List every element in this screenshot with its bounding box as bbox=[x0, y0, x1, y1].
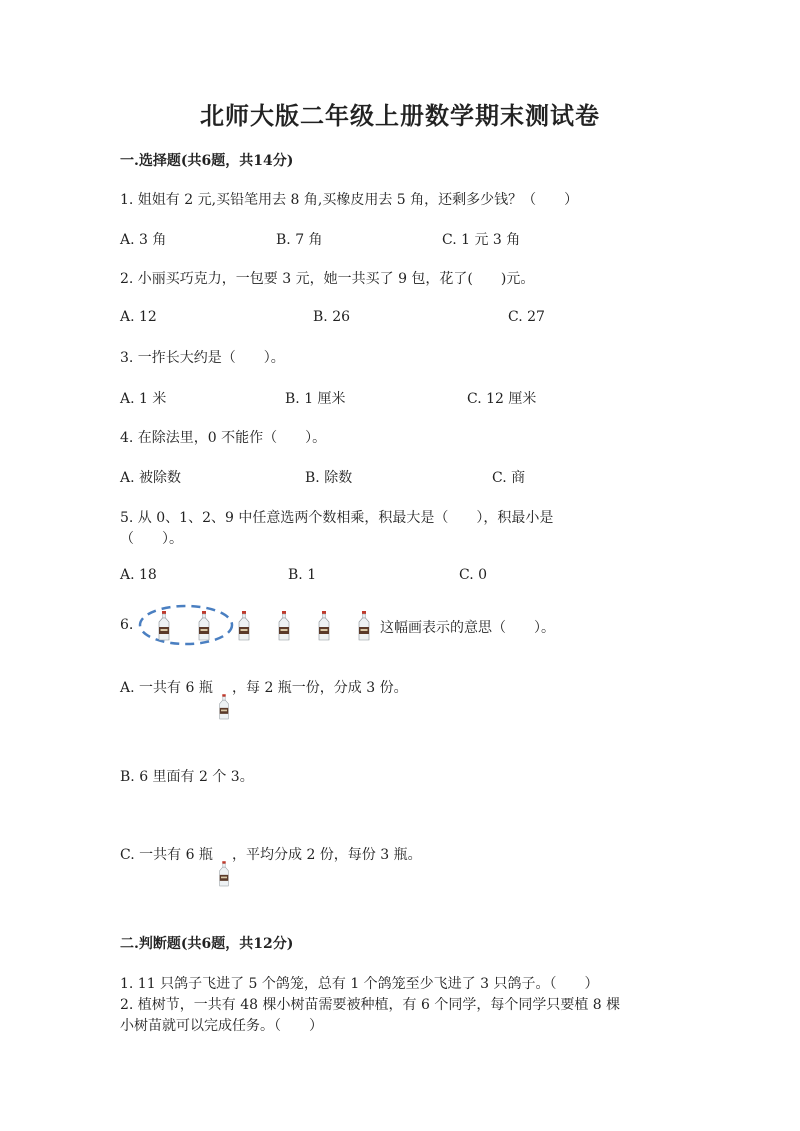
q1-option-b: B. 7 角 bbox=[276, 232, 323, 248]
q2-option-b: B. 26 bbox=[313, 309, 351, 325]
bottle-icon bbox=[157, 611, 171, 641]
bottle-icon bbox=[317, 611, 331, 641]
q6-option-a-post: ，每 2 瓶一份，分成 3 份。 bbox=[232, 680, 408, 696]
q5-stem-line2: （ ）。 bbox=[120, 531, 183, 547]
section1-heading: 一.选择题(共6题，共14分) bbox=[120, 153, 294, 169]
q2-option-a: A. 12 bbox=[120, 309, 157, 325]
q6-stem: 这幅画表示的意思（ ）。 bbox=[380, 620, 555, 636]
q3-option-c: C. 12 厘米 bbox=[467, 391, 537, 407]
q4-option-c: C. 商 bbox=[492, 470, 526, 486]
q5-stem-line1: 5. 从 0、1、2、9 中任意选两个数相乘，积最大是（ ），积最小是 bbox=[120, 510, 554, 526]
q4-option-a: A. 被除数 bbox=[120, 470, 182, 486]
bottle-icon bbox=[218, 693, 230, 721]
q3-stem: 3. 一拃长大约是（ ）。 bbox=[120, 350, 285, 366]
q4-option-b: B. 除数 bbox=[305, 470, 353, 486]
q1-option-c: C. 1 元 3 角 bbox=[442, 232, 521, 248]
q5-option-c: C. 0 bbox=[459, 567, 488, 583]
judge-q1: 1. 11 只鸽子飞进了 5 个鸽笼，总有 1 个鸽笼至少飞进了 3 只鸽子。（ ） bbox=[120, 976, 599, 992]
bottle-icon bbox=[237, 611, 251, 641]
q6-number: 6. bbox=[120, 617, 134, 633]
bottle-icon bbox=[197, 611, 211, 641]
judge-q2-line2: 小树苗就可以完成任务。（ ） bbox=[120, 1018, 323, 1034]
q6-option-c-post: ，平均分成 2 份，每份 3 瓶。 bbox=[232, 847, 422, 863]
q2-stem: 2. 小丽买巧克力，一包要 3 元，她一共买了 9 包，花了( )元。 bbox=[120, 271, 535, 287]
q2-option-c: C. 27 bbox=[508, 309, 545, 325]
q1-option-a: A. 3 角 bbox=[120, 232, 167, 248]
q5-option-b: B. 1 bbox=[288, 567, 317, 583]
bottle-icon bbox=[277, 611, 291, 641]
section2-heading: 二.判断题(共6题，共12分) bbox=[120, 936, 294, 952]
q6-option-a-pre: A. 一共有 6 瓶 bbox=[120, 680, 213, 696]
q5-option-a: A. 18 bbox=[120, 567, 157, 583]
q3-option-b: B. 1 厘米 bbox=[285, 391, 346, 407]
dashed-group-ellipse bbox=[136, 602, 236, 648]
page-title: 北师大版二年级上册数学期末测试卷 bbox=[200, 101, 600, 130]
q4-stem: 4. 在除法里，0 不能作（ ）。 bbox=[120, 430, 327, 446]
judge-q2-line1: 2. 植树节，一共有 48 棵小树苗需要被种植，有 6 个同学，每个同学只要植 8 棵 bbox=[120, 997, 621, 1013]
q6-option-b: B. 6 里面有 2 个 3。 bbox=[120, 769, 254, 785]
q6-option-c-pre: C. 一共有 6 瓶 bbox=[120, 847, 213, 863]
q3-option-a: A. 1 米 bbox=[120, 391, 167, 407]
bottle-icon bbox=[357, 611, 371, 641]
bottle-icon bbox=[218, 860, 230, 888]
q1-stem: 1. 姐姐有 2 元,买铅笔用去 8 角,买橡皮用去 5 角，还剩多少钱？（ ） bbox=[120, 192, 579, 208]
